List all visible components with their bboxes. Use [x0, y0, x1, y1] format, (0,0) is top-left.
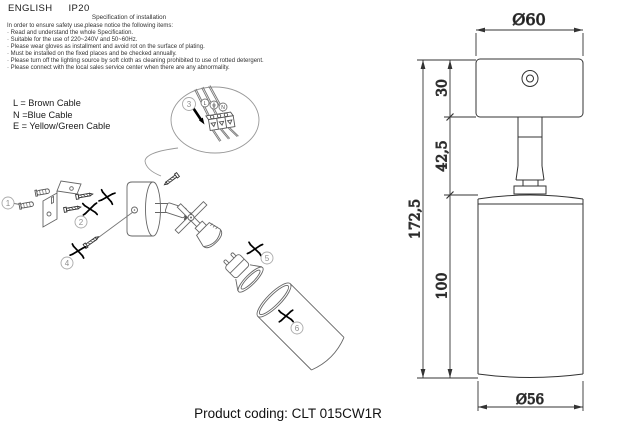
spec-item: · Please turn off the lighting source by soft cloth as cleaning prohibited to use of rotted detergent.	[7, 57, 264, 64]
balloon-leader-line	[145, 148, 178, 176]
exploded-view	[2, 173, 347, 374]
spec-title: Specification of installation	[91, 13, 167, 21]
dim-vertical-chain	[417, 60, 478, 378]
spec-item: · Please connect with the local sales service center when there are any abnormality.	[7, 64, 230, 71]
dimension-drawing	[408, 10, 584, 411]
cable-lines	[195, 86, 224, 118]
spec-item: · Please wear gloves as installment and avoid rot on the surface of plating.	[7, 43, 205, 50]
wire-legend-live: L = Brown Cable	[13, 98, 81, 108]
svg-text:6: 6	[294, 323, 300, 333]
svg-text:5: 5	[264, 253, 270, 263]
canopy-screw-inner	[527, 75, 534, 82]
screw-turn-icon	[82, 202, 98, 216]
dim-label-canopy-height: 30	[434, 79, 451, 97]
svg-text:3: 3	[186, 99, 192, 109]
screw-turn-icon	[247, 242, 262, 256]
spec-item: · Must be installed on the fixed places and be checked annually.	[7, 50, 177, 57]
wire-legend-neutral: N =Blue Cable	[13, 109, 73, 120]
callout-2	[75, 216, 87, 228]
terminal-block	[206, 111, 239, 143]
wall-plug-icon	[35, 188, 50, 196]
spec-intro: In order to ensure safety use,please notice the following items:	[7, 22, 174, 29]
dim-label-stem-height: 42,5	[434, 140, 451, 172]
dim-label-body-height: 100	[434, 272, 451, 300]
spec-item: · Read and understand the whole Specification.	[7, 29, 134, 36]
svg-text:2: 2	[78, 217, 84, 227]
cylinder-body	[478, 195, 583, 378]
wire-legend-earth: E = Yellow/Green Cable	[13, 121, 111, 131]
callout-4	[61, 257, 73, 269]
language-label: ENGLISH	[8, 3, 53, 14]
terminal-label-n: N	[221, 104, 225, 111]
canopy-outline	[476, 59, 583, 117]
screw-turn-icon	[278, 309, 293, 323]
svg-text:4: 4	[64, 258, 70, 268]
wiring-detail-balloon	[145, 86, 259, 177]
callout-1	[2, 197, 14, 209]
screw-icon	[64, 205, 82, 213]
product-coding: Product coding: CLT 015CW1R	[194, 406, 382, 421]
spec-item: · Suitable for the use of 220~240V and 50~60Hz.	[7, 36, 138, 43]
screw-turn-icon	[99, 190, 115, 205]
pointer-arrow	[194, 109, 205, 125]
terminal-label-l: L	[203, 100, 207, 107]
screw-icon	[76, 192, 94, 200]
callout-5	[261, 252, 273, 264]
callout-3	[183, 98, 196, 111]
dim-label-top-diameter: Ø60	[512, 10, 546, 29]
stem-joint	[514, 117, 546, 194]
svg-text:1: 1	[5, 198, 11, 208]
dim-label-total-height: 172,5	[407, 198, 424, 240]
ip-rating-label: IP20	[68, 3, 90, 14]
callout-6	[291, 322, 303, 334]
canopy-screw-outer	[522, 71, 538, 87]
canopy-drum	[127, 182, 161, 236]
dim-label-body-diameter: Ø56	[515, 392, 545, 408]
wall-plug-icon	[19, 201, 34, 209]
screw-icon	[163, 173, 179, 187]
dim-top-diameter	[476, 28, 583, 56]
screw-turn-icon	[70, 244, 86, 258]
